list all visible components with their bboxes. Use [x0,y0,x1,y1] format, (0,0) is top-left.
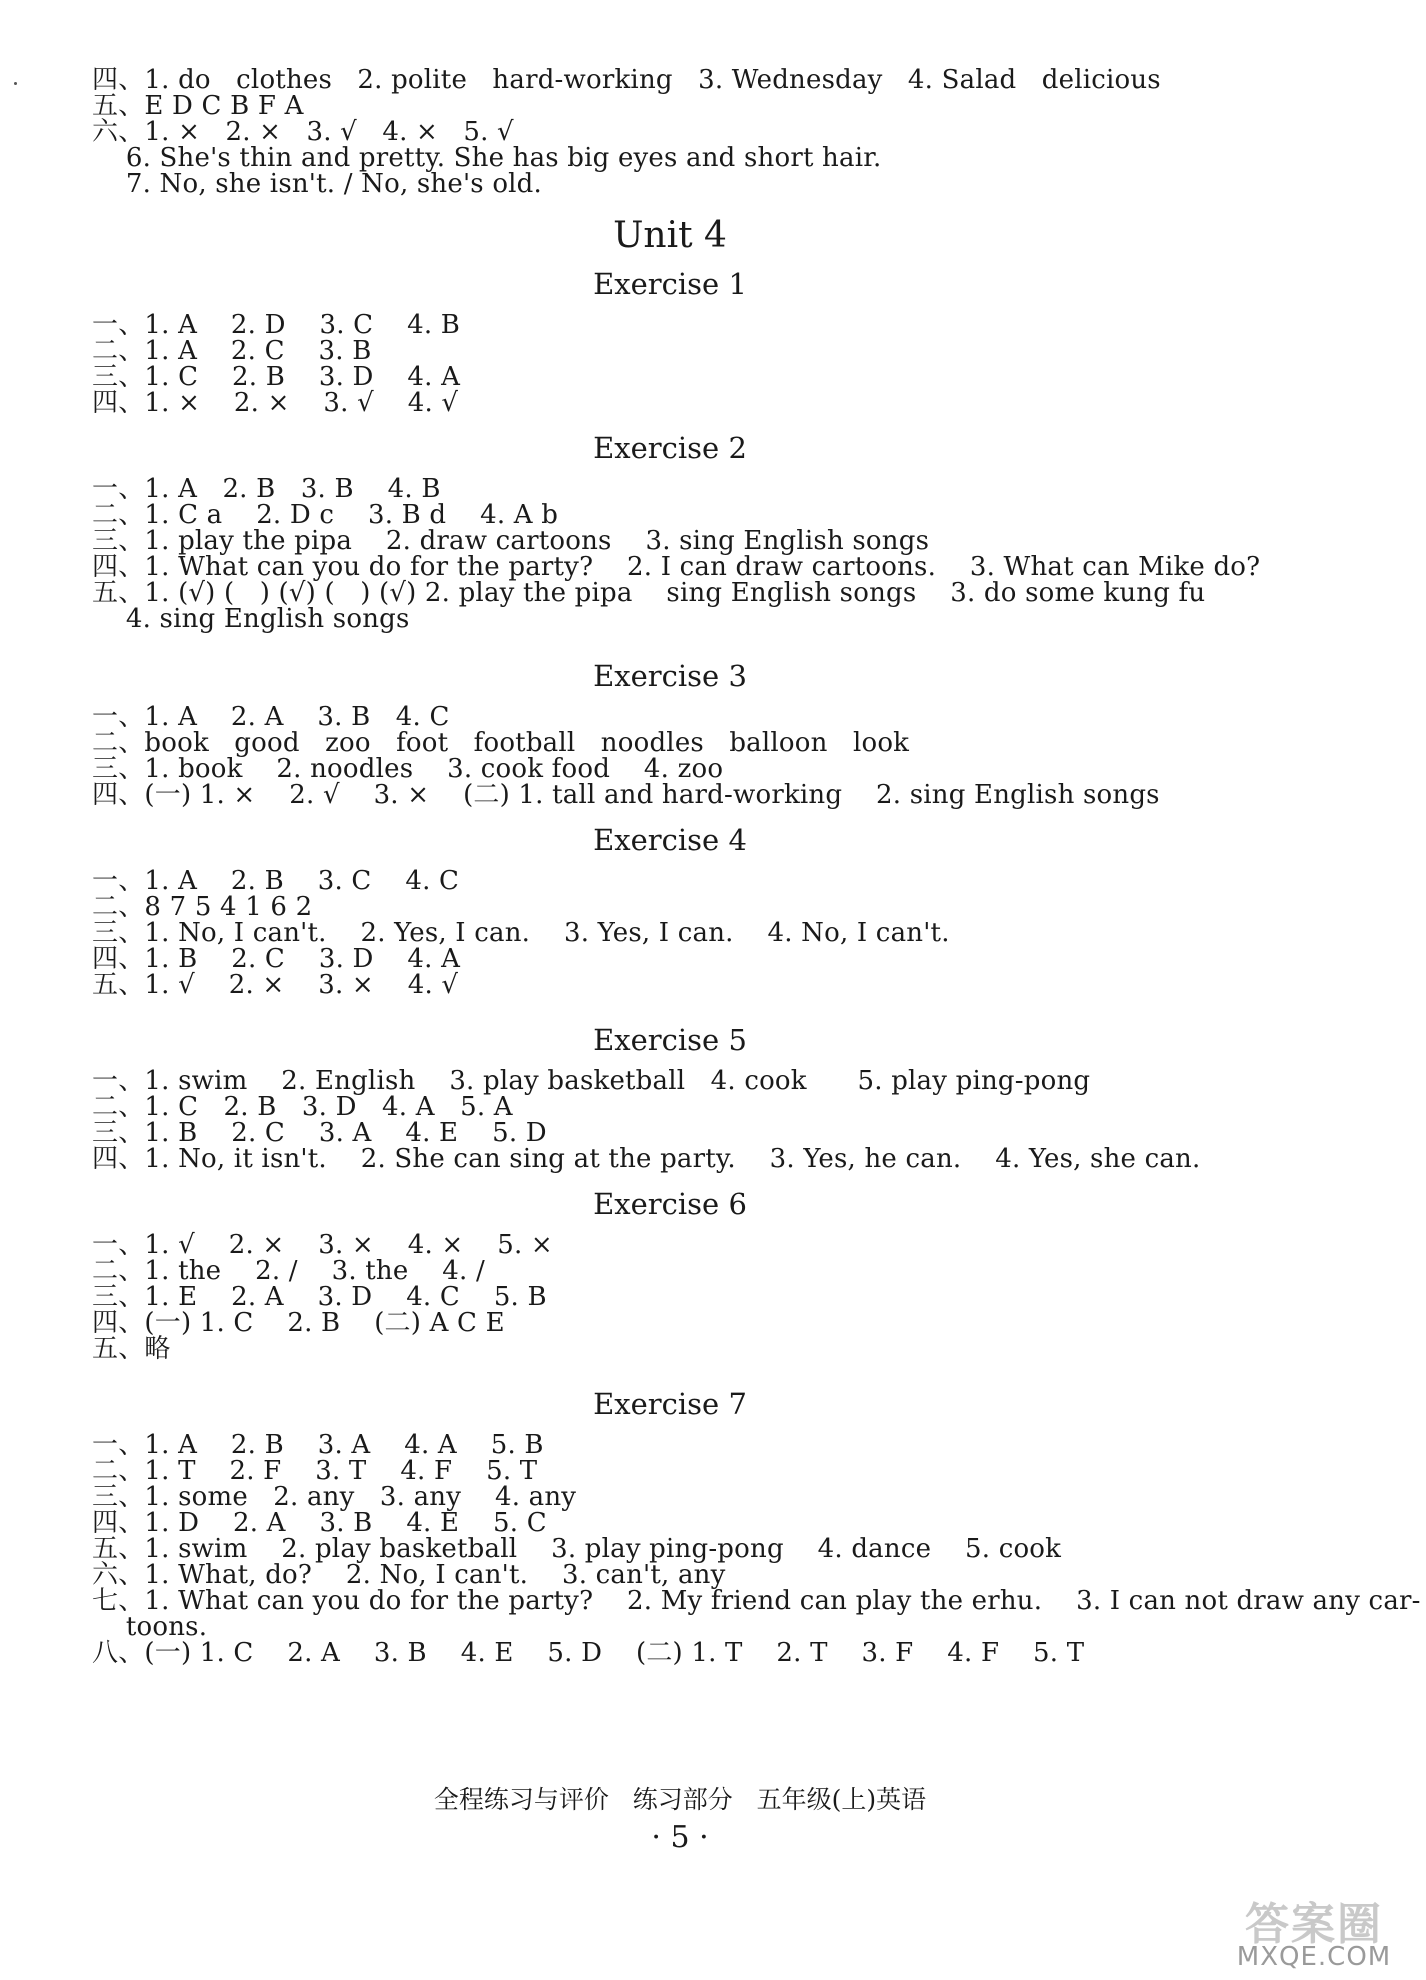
answer-line: 六、1. × 2. × 3. √ 4. × 5. √ [92,117,514,147]
answer-line: 一、1. A 2. D 3. C 4. B [92,310,461,340]
answer-line: 一、1. A 2. B 3. B 4. B [92,474,441,504]
answer-line: 三、1. some 2. any 3. any 4. any [92,1482,577,1512]
footer-book-title: 全程练习与评价 练习部分 五年级(上)英语 [433,1785,927,1814]
answer-line: 一、1. A 2. B 3. A 4. A 5. B [92,1430,544,1460]
exercise-title: Exercise 7 [593,1387,747,1421]
answer-line: toons. [92,1612,208,1642]
site-watermark [1214,1888,1414,1972]
answer-line: 二、1. T 2. F 3. T 4. F 5. T [92,1456,538,1486]
answer-line: 一、1. A 2. B 3. C 4. C [92,866,460,896]
answer-line: 五、1. (√) ( ) (√) ( ) (√) 2. play the pipa sing English songs 3. do some kung fu [92,578,1206,608]
exercise-title: Exercise 5 [593,1023,747,1057]
answer-line: 四、(一) 1. C 2. B (二) A C E [92,1308,505,1338]
exercise-title: Exercise 4 [593,823,747,857]
answer-line: 二、8 7 5 4 1 6 2 [92,892,313,922]
answer-line: 二、1. the 2. / 3. the 4. / [92,1256,485,1286]
answer-line: 七、1. What can you do for the party? 2. My friend can play the erhu. 3. I can not draw any car- [92,1586,1421,1616]
answer-line: 五、E D C B F A [92,91,304,121]
answer-line: 五、1. √ 2. × 3. × 4. √ [92,970,459,1000]
answer-line: 四、1. What can you do for the party? 2. I can draw cartoons. 3. What can Mike do? [92,552,1261,582]
answer-line: 四、1. No, it isn't. 2. She can sing at the party. 3. Yes, he can. 4. Yes, she can. [92,1144,1201,1174]
answer-line: 三、1. play the pipa 2. draw cartoons 3. sing English songs [92,526,930,556]
unit-title: Unit 4 [613,215,727,256]
answer-line: 6. She's thin and pretty. She has big eyes and short hair. [92,143,882,173]
answer-line: 四、1. × 2. × 3. √ 4. √ [92,388,459,418]
answer-line: 六、1. What, do? 2. No, I can't. 3. can't, any [92,1560,726,1590]
answer-line: 四、1. D 2. A 3. B 4. E 5. C [92,1508,547,1538]
answer-line: 四、1. do clothes 2. polite hard-working 3. Wednesday 4. Salad delicious [92,65,1161,95]
exercise-title: Exercise 3 [593,659,747,693]
answer-line: 五、1. swim 2. play basketball 3. play ping-pong 4. dance 5. cook [92,1534,1062,1564]
answer-line: 二、book good zoo foot football noodles balloon look [92,728,910,758]
answer-line: 三、1. E 2. A 3. D 4. C 5. B [92,1282,547,1312]
answer-line: 二、1. C 2. B 3. D 4. A 5. A [92,1092,513,1122]
answer-line: 二、1. A 2. C 3. B [92,336,372,366]
answer-line: 二、1. C a 2. D c 3. B d 4. A b [92,500,559,530]
exercise-title: Exercise 1 [593,267,747,301]
answer-line: 三、1. book 2. noodles 3. cook food 4. zoo [92,754,724,784]
answer-line: 一、1. A 2. A 3. B 4. C [92,702,450,732]
answer-line: 4. sing English songs [92,604,410,634]
watermark-url: MXQE.COM [1236,1942,1392,1972]
answer-line: 三、1. B 2. C 3. A 4. E 5. D [92,1118,547,1148]
answer-line: 三、1. No, I can't. 2. Yes, I can. 3. Yes, I can. 4. No, I can't. [92,918,950,948]
exercise-title: Exercise 6 [593,1187,747,1221]
answer-line: 四、1. B 2. C 3. D 4. A [92,944,461,974]
answer-line: 7. No, she isn't. / No, she's old. [92,169,542,199]
answer-line: 四、(一) 1. × 2. √ 3. × (二) 1. tall and hard-working 2. sing English songs [92,780,1160,810]
answer-line: 一、1. swim 2. English 3. play basketball 4. cook 5. play ping-pong [92,1066,1091,1096]
scan-dot [14,82,17,85]
answer-line: 五、略 [92,1334,171,1364]
watermark-logo-text: 答案圈 [1245,1899,1383,1950]
answer-line: 八、(一) 1. C 2. A 3. B 4. E 5. D (二) 1. T 2. T 3. F 4. F 5. T [92,1638,1085,1668]
answer-line: 一、1. √ 2. × 3. × 4. × 5. × [92,1230,553,1260]
exercise-title: Exercise 2 [593,431,747,465]
answer-line: 三、1. C 2. B 3. D 4. A [92,362,461,392]
page-number: · 5 · [651,1820,709,1855]
